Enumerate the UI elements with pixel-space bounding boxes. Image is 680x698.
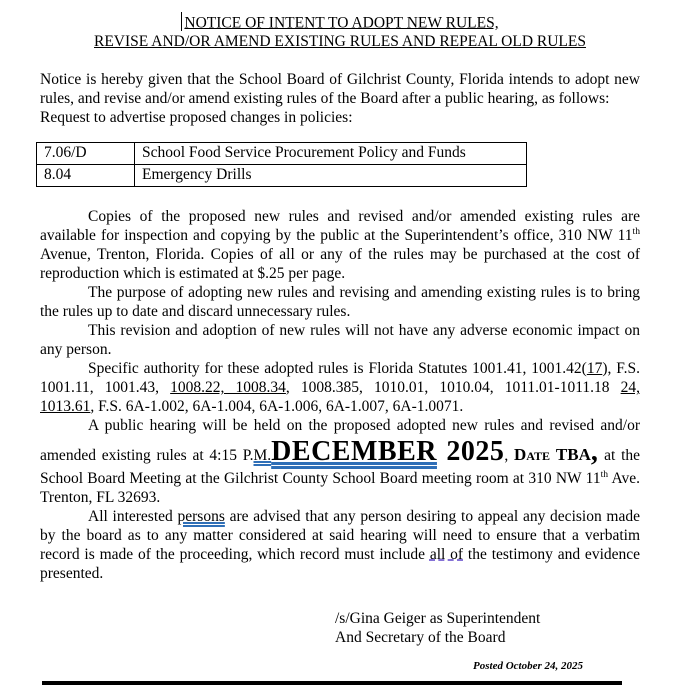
notice-text: Notice is hereby given that the School Board of Gilchrist County, Florida intends to adopt new rules, and revise and/or amend existing rules of the Board after a public hearing, as follows: [40,71,640,108]
date-tba-smallcaps: Date TBA [514,445,591,465]
request-line [40,108,640,127]
document-title [40,12,640,51]
grammar-flagged-text: persons [177,507,225,525]
grammar-flagged-text: M. [253,447,272,465]
policy-table [36,142,527,187]
hearing-year-large: 2025 [436,436,505,468]
statutes-text: , 1008.385, 1010.01, 1010.04, 1011.01-1011.18 [285,379,621,397]
hearing-text: A public hearing will be held on the proposed adopted new rules and revised and/or amended existing rules at 4:15 P. [40,417,640,465]
request-text: Request to advertise proposed changes in policies: [40,109,353,127]
table-row [37,143,527,165]
signature-block [335,609,640,647]
ordinal-superscript: th [600,468,609,480]
statutes-text: , F.S. 6A-1.002, 6A-1.004, 6A-1.006, 6A-1.007, 6A-1.0071. [90,398,464,416]
policy-code-cell: 7.06/D [37,143,135,165]
policy-title-cell: School Food Service Procurement Policy and Funds [135,143,527,165]
large-comma: , [590,436,599,468]
hearing-text: , [504,447,514,465]
policy-title-cell: Emergency Drills [135,165,527,187]
statutes-paragraph [40,359,640,416]
policy-code-cell: 8.04 [37,165,135,187]
intro-block [40,70,640,127]
title-line-1 [40,12,640,32]
copies-text: Copies of the proposed new rules and revised and/or amended existing rules are available for inspection and copying by the public at the Superintendent’s office, 310 NW 11 [40,208,640,245]
statute-underlined: 24, [620,379,640,397]
hearing-month-large: DECEMBER [271,436,437,468]
appeal-text: the testimony and evidence presented. [40,545,641,582]
bottom-rule-divider [42,681,622,685]
appeal-text: are advised that any person desiring to appeal any decision made by the board as to any matter considered at said hearing will need to ensure that a verbatim record is made of the proceeding, which record must include [40,507,640,563]
posted-date: Posted October 24, 2025 [473,659,583,672]
text-cursor [181,12,182,31]
purpose-paragraph [40,283,640,321]
hearing-text: at the School Board Meeting at the Gilchrist County School Board meeting room at 310 NW 11 [40,447,641,487]
purpose-text: The purpose of adopting new rules and revising and amending existing rules is to bring the rules up to date and discard unnecessary rules. [40,284,640,321]
statute-underlined: 1008.22, 1008.34 [170,379,286,397]
appeal-paragraph [40,507,640,583]
hearing-paragraph [40,416,640,507]
revision-paragraph [40,321,640,359]
table-row [37,165,527,187]
statutes-text: ), F.S. 1001.11, 1001.43, [40,360,640,397]
appeal-text: All interested [88,507,178,525]
signature-line-2: And Secretary of the Board [335,628,506,646]
statute-underlined: 17 [586,360,603,378]
ordinal-superscript: th [632,226,640,238]
signature-line-1: /s/Gina Geiger as Superintendent [335,609,541,627]
statutes-text: Specific authority for these adopted rules is Florida Statutes 1001.41, 1001.42( [88,360,587,378]
suggestion-flagged-text: all of [429,545,464,563]
revision-text: This revision and adoption of new rules will not have any adverse economic impact on any person. [40,322,640,359]
notice-paragraph [40,70,640,108]
copies-text: Avenue, Trenton, Florida. Copies of all or any of the rules may be purchased at the cost of reproduction which is estimated at $.25 per page. [40,246,640,283]
title-line-2-text: REVISE AND/OR AMEND EXISTING RULES AND REPEAL OLD RULES [94,33,586,51]
title-line-1-text: NOTICE OF INTENT TO ADOPT NEW RULES, [184,14,499,32]
statute-underlined: 1013.61 [40,398,91,416]
hearing-text: Ave. Trenton, FL 32693. [40,469,640,506]
title-line-2 [40,32,640,51]
copies-paragraph [40,207,640,283]
